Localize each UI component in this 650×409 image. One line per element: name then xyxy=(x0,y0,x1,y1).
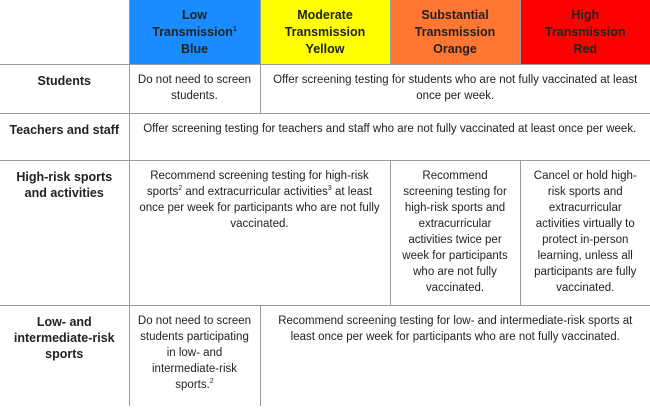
header-transmission: Transmission xyxy=(152,24,233,39)
cell-text: Do not need to screen students participating in low- and intermediate-risk sports. xyxy=(137,315,252,391)
header-level: Low xyxy=(182,7,207,22)
cell-text: and extracurricular activities xyxy=(182,186,328,198)
cell-text: at least once per week for participants who are not fully vaccinated. xyxy=(139,186,380,230)
header-substantial-transmission xyxy=(390,0,520,65)
row-label-high-risk-sports: High-risk sports and activities xyxy=(0,161,129,306)
row-label-students: Students xyxy=(0,65,129,114)
header-color-name: Yellow xyxy=(305,41,345,56)
row-label-low-intermediate-sports: Low- and intermediate-risk sports xyxy=(0,306,129,406)
header-level: Moderate xyxy=(297,7,353,22)
footnote-marker: 3 xyxy=(327,185,332,193)
header-color-name: Orange xyxy=(433,41,477,56)
header-high-transmission xyxy=(520,0,650,65)
header-color-name: Blue xyxy=(180,41,209,56)
cell-high-risk-high: Cancel or hold high-risk sports and extracurricular activities virtually to protect in-person learning, unless all participants are fully vaccinated. xyxy=(520,161,650,306)
header-transmission: Transmission xyxy=(414,24,496,39)
cell-low-intermediate-low xyxy=(129,306,260,406)
row-low-intermediate-sports xyxy=(0,306,650,406)
header-transmission: Transmission xyxy=(284,24,366,39)
header-level: Substantial xyxy=(421,7,489,22)
row-high-risk-sports xyxy=(0,161,650,306)
row-students xyxy=(0,65,650,114)
header-level: High xyxy=(571,7,600,22)
header-moderate-transmission xyxy=(260,0,390,65)
footnote-marker: 2 xyxy=(209,378,214,386)
header-corner xyxy=(0,0,129,65)
footnote-marker: 1 xyxy=(232,25,237,33)
header-low-transmission xyxy=(129,0,260,65)
row-label-teachers-staff: Teachers and staff xyxy=(0,114,129,161)
cell-low-intermediate-moderate-to-high: Recommend screening testing for low- and intermediate-risk sports at least once per week for participants who are not fully vaccinated. xyxy=(260,306,650,406)
cell-high-risk-substantial: Recommend screening testing for high-risk sports and extracurricular activities twice per week for participants who are not fully vaccinated. xyxy=(390,161,520,306)
header-row xyxy=(0,0,650,65)
footnote-marker: 2 xyxy=(178,185,183,193)
cell-text: Recommend screening testing for high-risk sports xyxy=(146,170,369,198)
row-teachers-staff xyxy=(0,114,650,161)
cell-students-moderate-to-high: Offer screening testing for students who are not fully vaccinated at least once per week. xyxy=(260,65,650,114)
cell-high-risk-low-moderate xyxy=(129,161,390,306)
cell-teachers-all-levels: Offer screening testing for teachers and staff who are not fully vaccinated at least once per week. xyxy=(129,114,650,161)
header-transmission: Transmission xyxy=(544,24,626,39)
cell-students-low: Do not need to screen students. xyxy=(129,65,260,114)
header-color-name: Red xyxy=(573,41,598,56)
